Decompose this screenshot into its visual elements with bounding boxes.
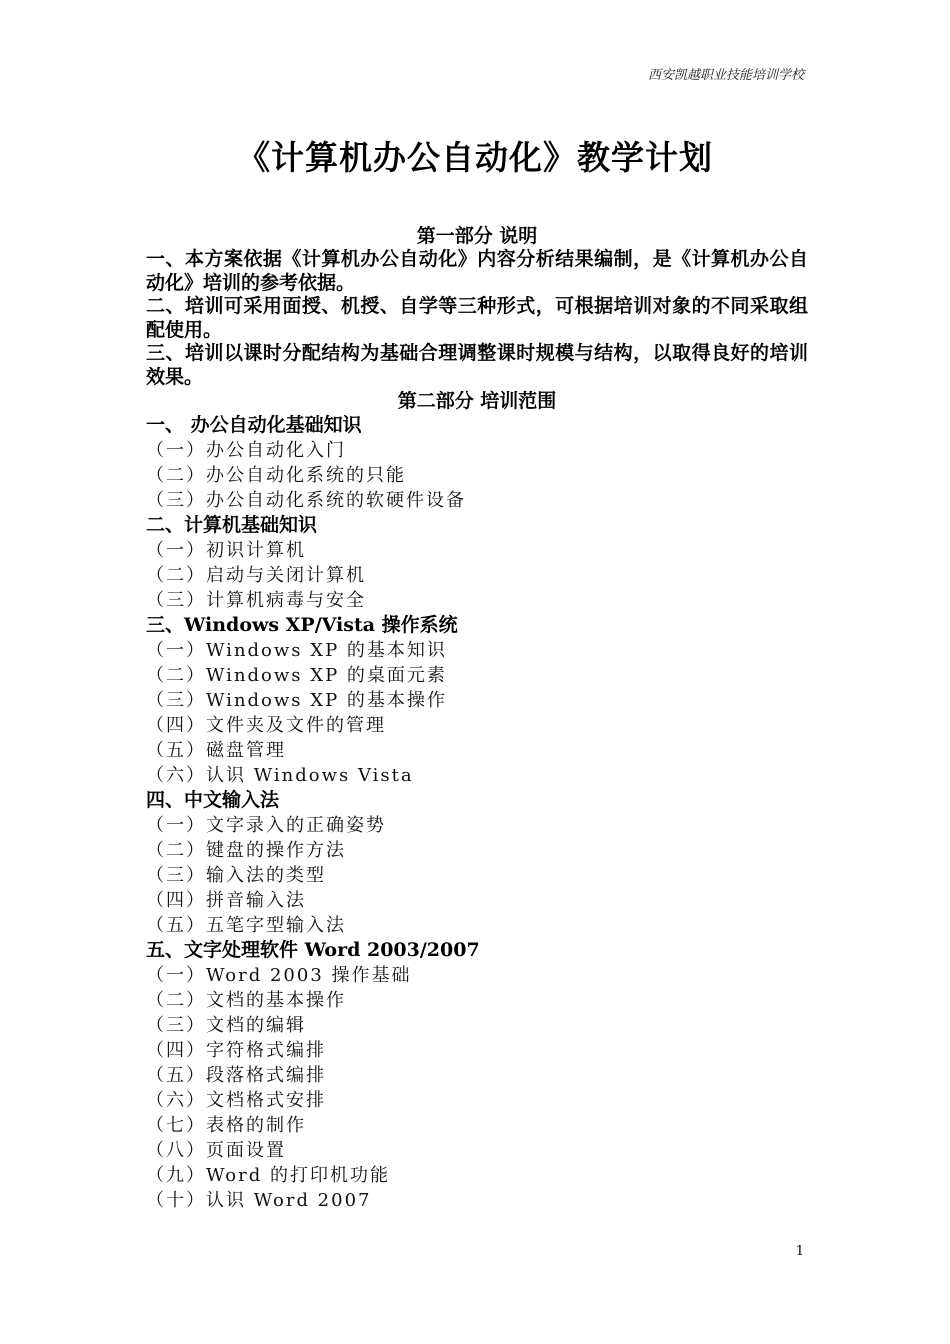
- section-heading: 四、中文输入法: [146, 789, 280, 811]
- page-header-school: 西安凯越职业技能培训学校: [647, 68, 804, 83]
- section-item: （二）文档的基本操作: [146, 990, 346, 1011]
- section-heading: 一、 办公自动化基础知识: [146, 414, 362, 436]
- part-one-paragraph: 一、本方案依据《计算机办公自动化》内容分析结果编制，是《计算机办公自动化》培训的参考依据。: [146, 248, 808, 294]
- section-item: （一）Windows XP 的基本知识: [146, 640, 447, 661]
- section-item: （三）办公自动化系统的软硬件设备: [146, 490, 466, 511]
- part-one-heading: 第一部分 说明: [416, 225, 538, 247]
- part-one-paragraph: 二、培训可采用面授、机授、自学等三种形式，可根据培训对象的不同采取组配使用。: [146, 295, 808, 341]
- section-item: （二）Windows XP 的桌面元素: [146, 665, 447, 686]
- section-item: （一）办公自动化入门: [146, 440, 346, 461]
- section-item: （五）磁盘管理: [146, 740, 286, 761]
- section-item: （二）启动与关闭计算机: [146, 565, 366, 586]
- document-title: 《计算机办公自动化》教学计划: [237, 138, 713, 177]
- section-item: （三）文档的编辑: [146, 1015, 306, 1036]
- section-item: （一）Word 2003 操作基础: [146, 965, 412, 986]
- section-item: （九）Word 的打印机功能: [146, 1165, 390, 1186]
- section-item: （六）认识 Windows Vista: [146, 765, 414, 786]
- page-number: 1: [795, 1244, 804, 1259]
- section-heading: 三、Windows XP/Vista 操作系统: [146, 614, 458, 636]
- section-item: （六）文档格式安排: [146, 1090, 326, 1111]
- part-one-paragraph: 三、培训以课时分配结构为基础合理调整课时规模与结构，以取得良好的培训效果。: [146, 342, 808, 388]
- section-item: （一）文字录入的正确姿势: [146, 815, 386, 836]
- section-item: （二）办公自动化系统的只能: [146, 465, 406, 486]
- section-item: （五）五笔字型输入法: [146, 915, 346, 936]
- section-item: （三）计算机病毒与安全: [146, 590, 366, 611]
- section-item: （三）输入法的类型: [146, 865, 326, 886]
- section-heading: 五、文字处理软件 Word 2003/2007: [146, 939, 480, 961]
- section-item: （五）段落格式编排: [146, 1065, 326, 1086]
- section-item: （十）认识 Word 2007: [146, 1190, 372, 1211]
- section-heading: 二、计算机基础知识: [146, 514, 318, 536]
- section-item: （四）拼音输入法: [146, 890, 306, 911]
- document-body: [146, 224, 808, 1213]
- section-item: （一）初识计算机: [146, 540, 306, 561]
- section-item: （二）键盘的操作方法: [146, 840, 346, 861]
- section-item: （四）文件夹及文件的管理: [146, 715, 386, 736]
- section-item: （八）页面设置: [146, 1140, 286, 1161]
- section-item: （四）字符格式编排: [146, 1040, 326, 1061]
- section-item: （三）Windows XP 的基本操作: [146, 690, 447, 711]
- part-two-heading: 第二部分 培训范围: [397, 390, 557, 412]
- section-item: （七）表格的制作: [146, 1115, 306, 1136]
